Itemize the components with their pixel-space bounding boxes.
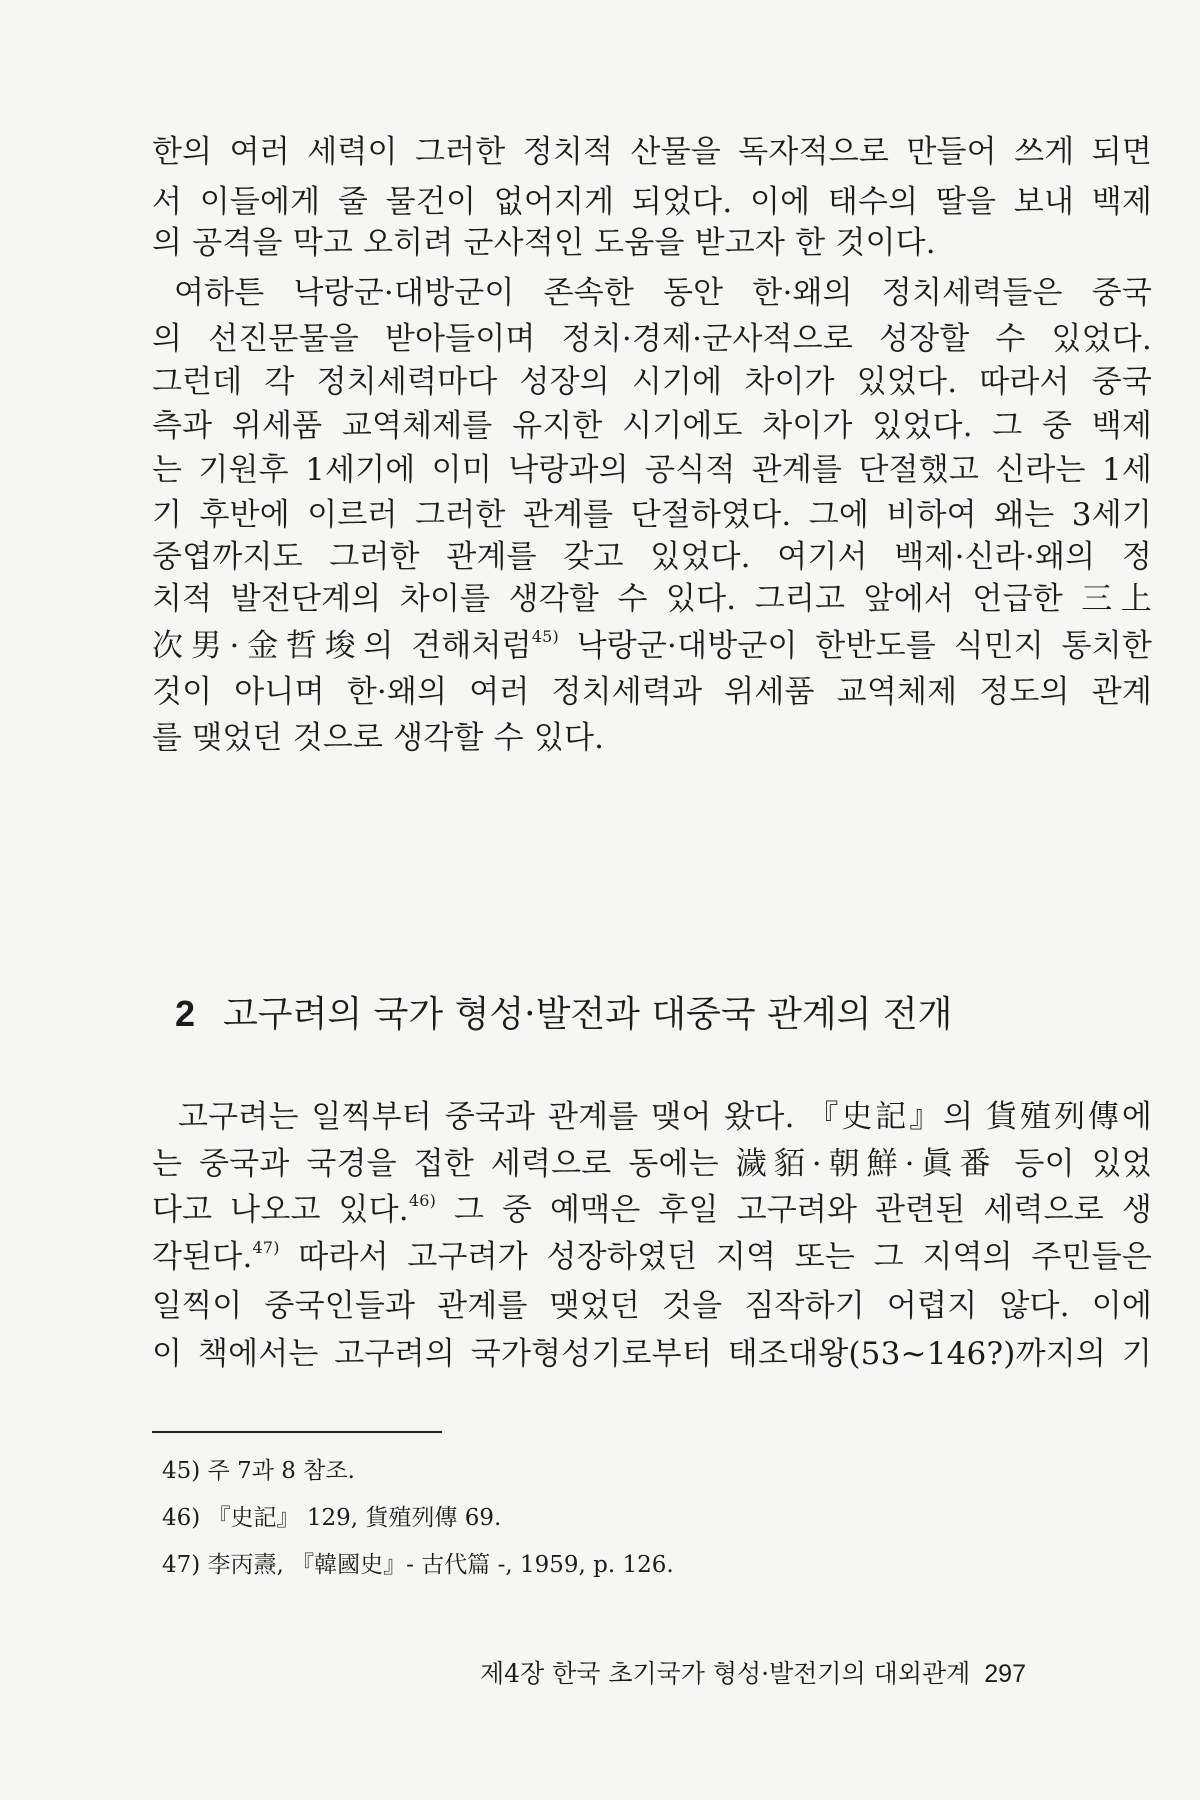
body-line: 여하튼 낙랑군·대방군이 존속한 동안 한·왜의 정치세력들은 중국 (174, 275, 1152, 311)
body-line: 한의 여러 세력이 그러한 정치적 산물을 독자적으로 만들어 쓰게 되면 (152, 134, 1152, 170)
body-line: 치적 발전단계의 차이를 생각할 수 있다. 그리고 앞에서 언급한 三上 (152, 581, 1152, 617)
body-line: 중엽까지도 그러한 관계를 갖고 있었다. 여기서 백제·신라·왜의 정 (152, 539, 1152, 575)
footnote: 47) 李丙燾, 『韓國史』- 古代篇 -, 1959, p. 126. (162, 1552, 674, 1578)
body-line: 기 후반에 이르러 그러한 관계를 단절하였다. 그에 비하여 왜는 3세기 (152, 497, 1152, 533)
body-text: 따라서 고구려가 성장하였던 지역 또는 그 지역의 주민들은 (279, 1239, 1152, 1275)
footnote-ref[interactable]: 45) (531, 627, 559, 646)
body-line: 것이 아니며 한·왜의 여러 정치세력과 위세품 교역체제 정도의 관계 (152, 674, 1152, 710)
body-line: 이 책에서는 고구려의 국가형성기로부터 태조대왕(53~146?)까지의 기 (152, 1336, 1152, 1372)
body-line (152, 1236, 1152, 1278)
footnote: 46) 『史記』 129, 貨殖列傳 69. (162, 1505, 502, 1531)
footnote-divider (152, 1431, 442, 1433)
page-number: 297 (984, 1660, 1026, 1688)
section-heading (175, 990, 952, 1039)
running-footer (480, 1658, 1026, 1690)
body-text: 각된다. (152, 1239, 253, 1275)
body-text: 次男·金哲埈의 견해처럼 (152, 628, 532, 664)
body-line (152, 1189, 1152, 1231)
body-line: 그런데 각 정치세력마다 성장의 시기에 차이가 있었다. 따라서 중국 (152, 364, 1152, 400)
footnote-ref[interactable]: 46) (408, 1191, 437, 1210)
body-line: 의 공격을 막고 오히려 군사적인 도움을 받고자 한 것이다. (152, 225, 936, 261)
body-line: 는 기원후 1세기에 이미 낙랑과의 공식적 관계를 단절했고 신라는 1세 (152, 452, 1152, 488)
body-line: 는 중국과 국경을 접한 세력으로 동에는 濊貊·朝鮮·眞番 등이 있었 (152, 1146, 1152, 1182)
body-line: 의 선진문물을 받아들이며 정치·경제·군사적으로 성장할 수 있었다. (152, 321, 1152, 357)
section-number: 2 (175, 993, 196, 1034)
body-line: 를 맺었던 것으로 생각할 수 있다. (152, 720, 605, 756)
body-line (152, 625, 1152, 667)
body-text: 다고 나오고 있다. (152, 1192, 409, 1228)
body-line: 측과 위세품 교역체제를 유지한 시기에도 차이가 있었다. 그 중 백제 (152, 408, 1152, 444)
body-text: 그 중 예맥은 후일 고구려와 관련된 세력으로 생 (436, 1192, 1152, 1228)
body-line: 일찍이 중국인들과 관계를 맺었던 것을 짐작하기 어렵지 않다. 이에 (152, 1288, 1152, 1324)
body-line: 고구려는 일찍부터 중국과 관계를 맺어 왔다. 『史記』의 貨殖列傳에 (178, 1099, 1152, 1135)
section-title: 고구려의 국가 형성·발전과 대중국 관계의 전개 (223, 994, 953, 1035)
running-title: 제4장 한국 초기국가 형성·발전기의 대외관계 (479, 1659, 971, 1688)
footnote: 45) 주 7과 8 참조. (162, 1458, 355, 1484)
body-text: 낙랑군·대방군이 한반도를 식민지 통치한 (558, 628, 1152, 664)
body-line: 서 이들에게 줄 물건이 없어지게 되었다. 이에 태수의 딸을 보내 백제 (152, 184, 1152, 220)
footnote-ref[interactable]: 47) (252, 1238, 280, 1257)
